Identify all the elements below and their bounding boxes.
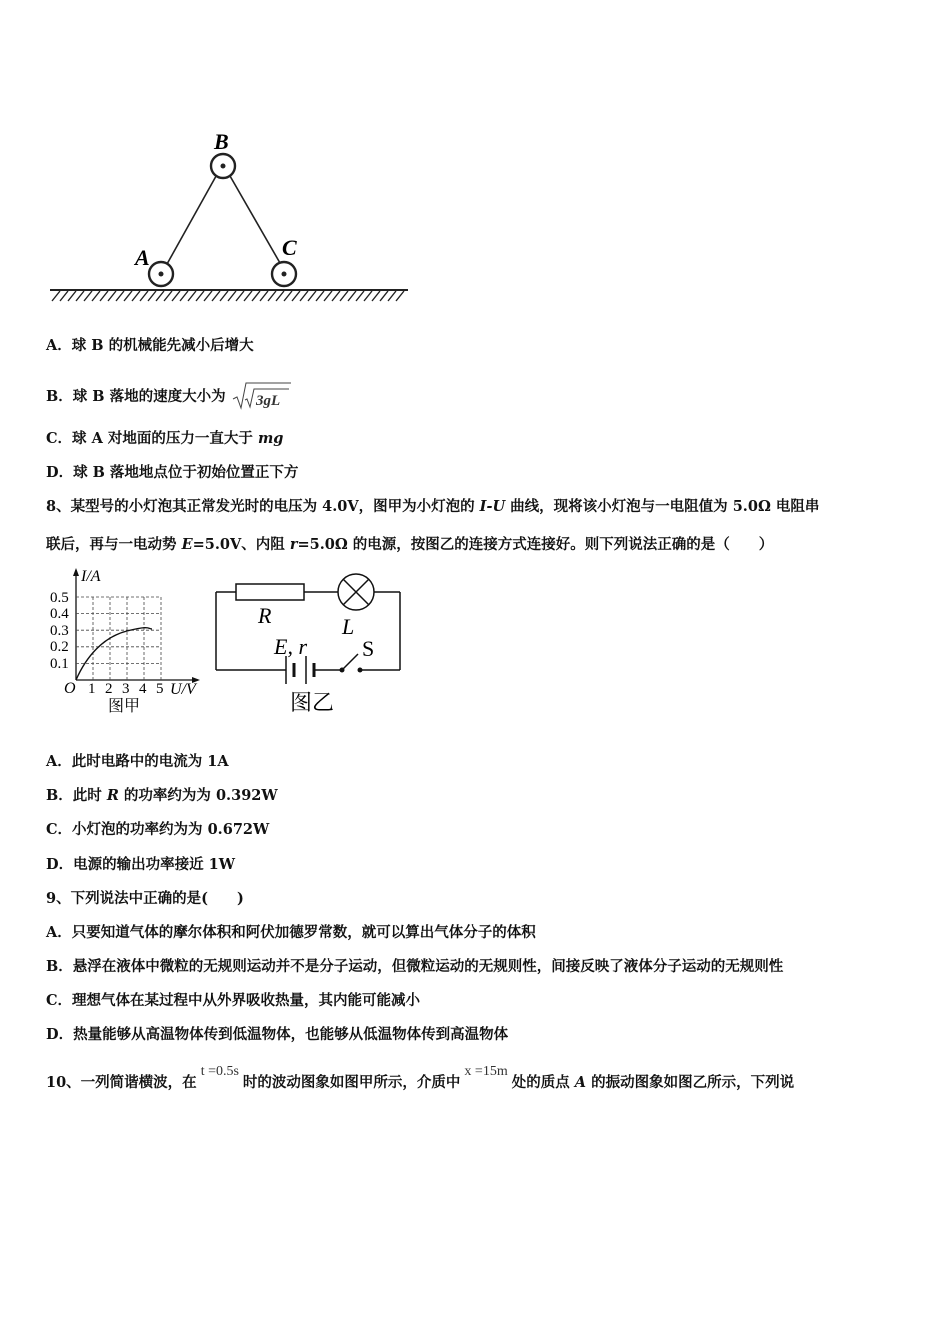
q10-stem — [46, 1064, 795, 1094]
y-tick-0.5: 0.5 — [50, 590, 69, 606]
q9-option-b: B．悬浮在液体中微粒的无规则运动并不是分子运动，但微粒运动的无规则性，间接反映了液体分子运动的无规则性 — [46, 958, 784, 975]
q10-stem-text-b: 时的波动图象如图甲所示，介质中 — [242, 1074, 461, 1091]
abc-figure — [40, 125, 420, 310]
circuit-caption: 图乙 — [290, 690, 335, 715]
q8-option-b-pre: B．此时 — [46, 787, 107, 804]
rod-bc — [226, 169, 280, 263]
resistor-r — [236, 584, 304, 600]
label-er: E, r — [274, 634, 307, 659]
q7-option-d: D．球 B 落地地点位于初始位置正下方 — [46, 464, 299, 481]
y-tick-0.3: 0.3 — [50, 623, 69, 639]
sqrt-radicand: 3gL — [255, 393, 280, 409]
q8-stem-line1 — [46, 497, 819, 517]
x-tick-1: 1 — [88, 681, 96, 697]
x-tick-4: 4 — [139, 681, 147, 697]
q8-option-a: A．此时电路中的电流为 1A — [46, 753, 229, 770]
q10-time-expr: t =0.5s — [200, 1064, 239, 1079]
q10-position-expr: x =15m — [464, 1064, 508, 1079]
x-tick-2: 2 — [105, 681, 113, 697]
q10-stem-text-a: 10、一列简谐横波，在 — [46, 1074, 197, 1091]
x-tick-5: 5 — [156, 681, 164, 697]
q7-option-c — [46, 429, 283, 449]
q8-stem-e: E — [181, 536, 193, 553]
graph-caption: 图甲 — [108, 698, 141, 715]
q7-option-b-text: B．球 B 落地的速度大小为 — [46, 388, 226, 405]
label-a: A — [135, 245, 150, 270]
y-tick-0.1: 0.1 — [50, 656, 69, 672]
q9-option-d: D．热量能够从高温物体传到低温物体，也能够从低温物体传到高温物体 — [46, 1026, 509, 1043]
q8-stem-text-2c: =5.0Ω 的电源，按图乙的连接方式连接好。则下列说法正确的是（ ） — [297, 536, 774, 553]
q10-point-a: A — [574, 1074, 587, 1091]
q8-option-d: D．电源的输出功率接近 1W — [46, 856, 235, 873]
q7-option-c-var: mg — [257, 430, 284, 447]
q8-stem-text-1: 8、某型号的小灯泡其正常发光时的电压为 4.0V，图甲为小灯泡的 — [46, 498, 480, 515]
q8-stem-line2 — [46, 535, 773, 555]
sqrt-3gl-expression — [231, 381, 293, 411]
grid — [76, 597, 161, 680]
q9-option-a: A．只要知道气体的摩尔体积和阿伏加德罗常数，就可以算出气体分子的体积 — [46, 924, 536, 941]
label-r: R — [258, 603, 272, 628]
y-tick-0.4: 0.4 — [50, 606, 69, 622]
q10-stem-text-d: 的振动图象如图乙所示，下列说 — [586, 1074, 795, 1091]
label-c: C — [282, 235, 297, 260]
q9-stem: 9、下列说法中正确的是( ) — [46, 890, 244, 907]
origin-label: O — [64, 680, 76, 697]
iu-graph — [48, 565, 208, 720]
q7-option-c-text: C．球 A 对地面的压力一直大于 — [46, 430, 258, 447]
rod-ab — [162, 169, 220, 273]
y-axis-label: I/A — [81, 568, 101, 585]
y-tick-0.2: 0.2 — [50, 639, 69, 655]
q10-stem-text-c: 处的质点 — [511, 1074, 575, 1091]
q8-stem-text-2b: =5.0V、内阻 — [192, 536, 290, 553]
iu-curve — [76, 628, 152, 680]
q8-stem-r: r — [289, 536, 298, 553]
q8-stem-iu: I-U — [479, 498, 506, 515]
q8-stem-text-2a: 联后，再与一电动势 — [46, 536, 182, 553]
battery — [286, 656, 314, 684]
q7-option-b — [46, 381, 293, 411]
q8-stem-text-1b: 曲线，现将该小灯泡与一电阻值为 5.0Ω 电阻串 — [505, 498, 820, 515]
label-l: L — [342, 614, 355, 639]
q9-option-c: C．理想气体在某过程中从外界吸收热量，其内能可能减小 — [46, 992, 421, 1009]
switch-s — [342, 654, 358, 670]
q8-option-c: C．小灯泡的功率约为为 0.672W — [46, 821, 270, 838]
x-axis-label: U/V — [170, 681, 196, 698]
q8-option-b-post: 的功率约为为 0.392W — [118, 787, 278, 804]
label-b: B — [214, 129, 229, 154]
label-s: S — [362, 636, 375, 661]
circuit-diagram — [210, 568, 410, 718]
q7-option-a: A．球 B 的机械能先减小后增大 — [46, 337, 254, 354]
q8-option-b-var: R — [106, 787, 119, 804]
ground-hatch — [52, 291, 404, 301]
q8-option-b — [46, 786, 278, 806]
x-tick-3: 3 — [122, 681, 130, 697]
